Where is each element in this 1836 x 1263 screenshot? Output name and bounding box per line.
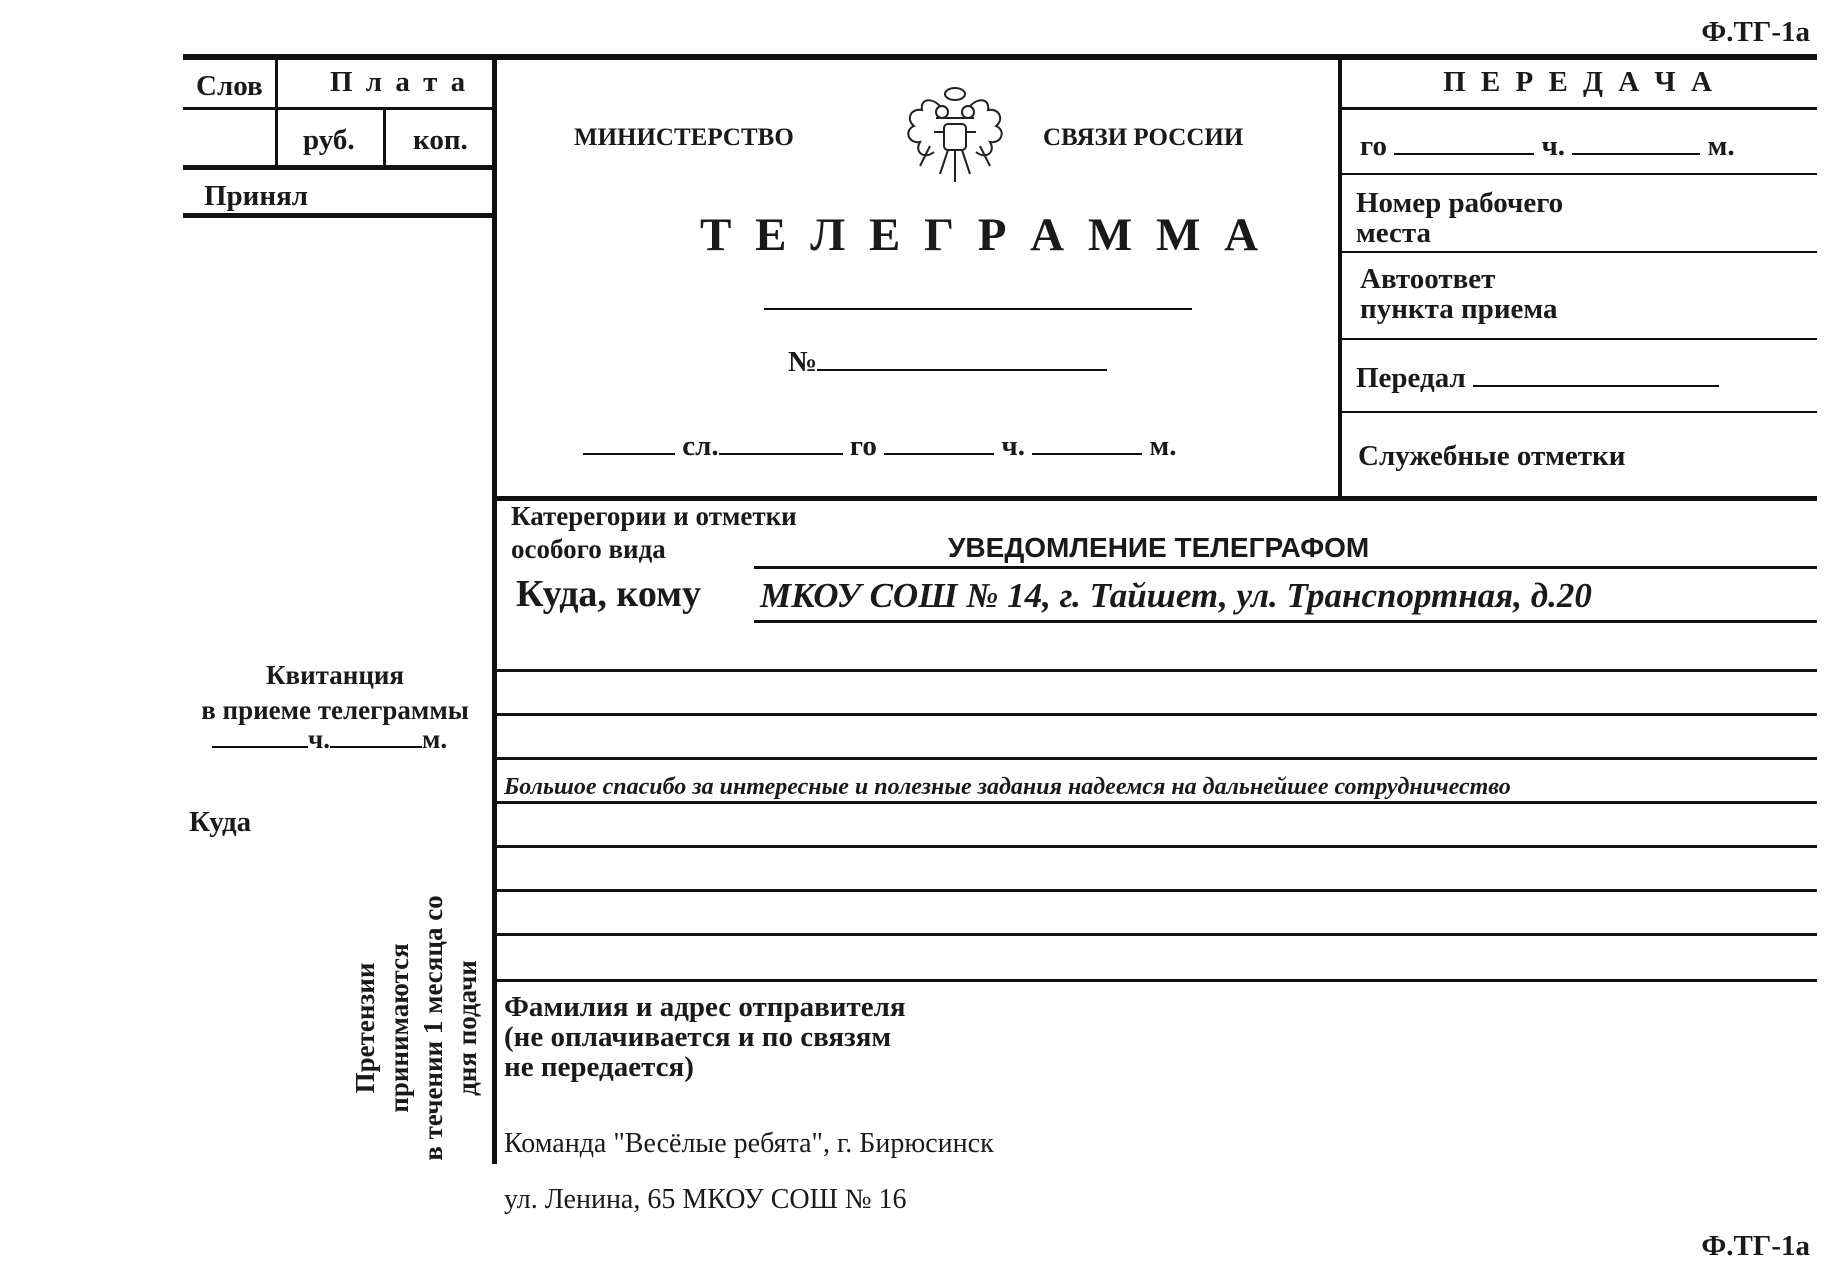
hours-blank[interactable] (884, 431, 994, 455)
receipt-time: ч. м. (212, 724, 447, 755)
where-label: Куда (189, 806, 252, 838)
right-panel-hline-2 (1342, 173, 1817, 175)
words-count-blank[interactable] (583, 431, 675, 455)
categories-label: Катерегории и отметки особого вида (511, 501, 797, 564)
right-panel-hline-4 (1342, 338, 1817, 340)
right-panel-hline-3 (1342, 251, 1817, 253)
left-table-hline-3 (183, 213, 492, 218)
go-blank[interactable] (719, 431, 843, 455)
kop-label: коп. (413, 124, 468, 156)
ministry-right: СВЯЗИ РОССИИ (1043, 124, 1244, 151)
left-table-vline-1 (275, 56, 278, 166)
right-panel-hline-1 (1342, 107, 1817, 110)
main-vertical-divider (492, 54, 497, 1164)
notice-value: УВЕДОМЛЕНИЕ ТЕЛЕГРАФОМ (948, 532, 1370, 563)
right-panel-hline-5 (1342, 411, 1817, 413)
number-field: № (788, 346, 1107, 379)
russian-eagle-emblem-icon (900, 86, 1010, 186)
receipt-hours-blank[interactable] (212, 724, 308, 748)
top-border (183, 54, 1817, 60)
sender-address-line-1: Команда "Весёлые ребята", г. Бирюсинск (504, 1128, 994, 1159)
form-code-top: Ф.ТГ-1а (1701, 16, 1810, 48)
transfer-hours-blank[interactable] (1572, 131, 1700, 155)
address-label: Куда, кому (516, 573, 701, 615)
receipt-minutes-blank[interactable] (330, 724, 422, 748)
title-underline (764, 308, 1192, 310)
minutes-blank[interactable] (1032, 431, 1142, 455)
ruled-line (497, 845, 1817, 848)
accepted-label: Принял (204, 180, 309, 212)
ruled-line (497, 979, 1817, 982)
autoreply-label: Автоответ пункта приема (1360, 263, 1558, 325)
header-time-row: сл. го ч. м. (583, 430, 1176, 463)
receipt-title: Квитанция в приеме телеграммы (201, 660, 469, 725)
ruled-line (497, 713, 1817, 716)
ruled-line (497, 889, 1817, 892)
sent-by-field: Передал (1356, 362, 1719, 395)
right-panel-divider (1338, 54, 1342, 500)
ministry-left: МИНИСТЕРСТВО (574, 124, 794, 151)
message-text: Большое спасибо за интересные и полезные задания надеемся на дальнейшее сотрудничество (504, 774, 1511, 800)
rub-label: руб. (303, 124, 355, 156)
ruled-line (497, 801, 1817, 804)
service-marks-label: Служебные отметки (1358, 440, 1626, 472)
left-table-hline-2 (183, 165, 492, 170)
transfer-go-blank[interactable] (1394, 131, 1534, 155)
address-underline (754, 620, 1817, 623)
telegram-title: Т Е Л Е Г Р А М М А (700, 209, 1265, 261)
form-code-bottom: Ф.ТГ-1а (1701, 1230, 1810, 1262)
address-value: МКОУ СОШ № 14, г. Тайшет, ул. Транспортная, д.20 (760, 576, 1592, 615)
sent-by-blank[interactable] (1473, 363, 1719, 387)
workplace-number-label: Номер рабочего места (1356, 187, 1564, 249)
ruled-line (497, 669, 1817, 672)
transfer-time-row: го ч. м. (1360, 130, 1735, 162)
left-table-hline-1 (183, 107, 492, 110)
words-label: Слов (196, 70, 263, 102)
sender-address-line-2: ул. Ленина, 65 МКОУ СОШ № 16 (504, 1184, 907, 1215)
claims-note: Претензии принимаются в течении 1 месяца со дня подачи (350, 895, 482, 1161)
left-table-vline-2 (383, 108, 386, 166)
ruled-line (497, 757, 1817, 760)
number-blank[interactable] (817, 347, 1107, 371)
sender-label: Фамилия и адрес отправителя (не оплачивается и по связям не передается) (504, 991, 906, 1083)
ruled-line (497, 933, 1817, 936)
notice-underline (754, 566, 1817, 569)
payment-label: П л а т а (330, 66, 469, 98)
transfer-title: П Е Р Е Д А Ч А (1443, 66, 1716, 98)
